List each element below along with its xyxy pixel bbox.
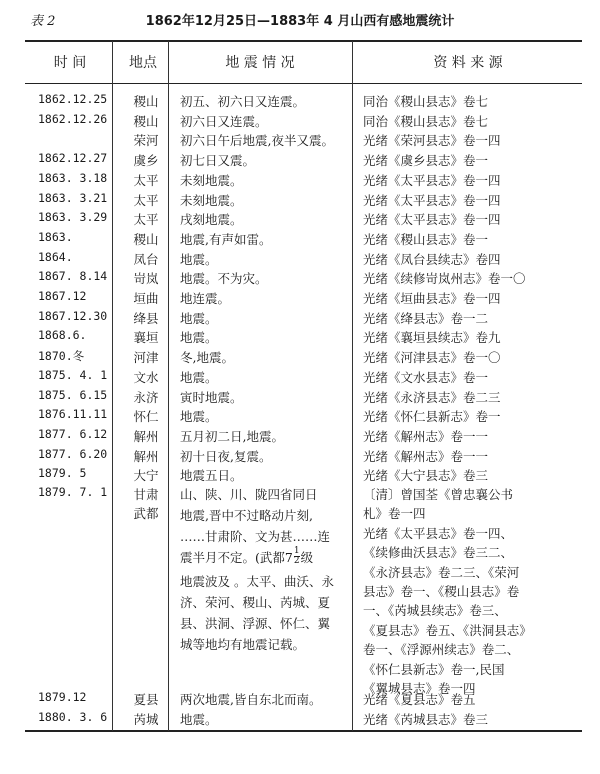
cell-situation: 初六日又连震。 bbox=[180, 113, 268, 129]
cell-time: 1862.12.26 bbox=[38, 111, 108, 126]
cell-time: 1863. 3.18 bbox=[38, 170, 108, 185]
cell-source: 光绪《襄垣县续志》卷九 bbox=[363, 330, 501, 346]
cell-place: 大宁 bbox=[133, 468, 159, 484]
cell-source: 光绪《大宁县志》卷三 bbox=[363, 468, 489, 484]
cell-source: 《怀仁县新志》卷一,民国 bbox=[363, 661, 505, 677]
table-row bbox=[0, 621, 600, 641]
table-row bbox=[0, 485, 600, 505]
table-row bbox=[0, 151, 600, 171]
cell-situation: 地震。 bbox=[180, 251, 218, 267]
cell-time: 1875. 4. 1 bbox=[38, 367, 108, 382]
table-row bbox=[0, 548, 600, 568]
table-row bbox=[0, 640, 600, 660]
table-row bbox=[0, 582, 600, 602]
table-label: 表 2 bbox=[30, 14, 56, 29]
cell-source: 光绪《太平县志》卷一四 bbox=[363, 172, 501, 188]
cell-place: 绛县 bbox=[133, 310, 159, 326]
cell-source: 《翼城县志》卷一四 bbox=[363, 681, 476, 696]
table-row bbox=[0, 328, 600, 348]
cell-source: 光绪《芮城县志》卷三 bbox=[363, 712, 489, 727]
top-rule bbox=[25, 40, 582, 42]
table-row bbox=[0, 269, 600, 289]
cell-situation: 地震,有声如雷。 bbox=[180, 231, 272, 247]
cell-situation: 地震。不为灾。 bbox=[180, 271, 268, 287]
cell-source: 光绪《太平县志》卷一四、 bbox=[363, 525, 514, 541]
cell-time: 1879. 7. 1 bbox=[38, 485, 108, 499]
cell-situation-fraction: 震半月不定。(武都7 $\frac{1}{2}$级 bbox=[180, 546, 314, 566]
table-row bbox=[0, 690, 600, 710]
cell-time: 1876.11.11 bbox=[38, 407, 108, 422]
cell-place: 凤台 bbox=[133, 251, 159, 267]
cell-place: 解州 bbox=[133, 448, 159, 464]
table-row bbox=[0, 210, 600, 230]
cell-place: 太平 bbox=[133, 192, 159, 208]
cell-source: 《夏县志》卷五、《洪洞县志》 bbox=[363, 622, 532, 638]
table-row bbox=[0, 660, 600, 680]
cell-place: 垣曲 bbox=[133, 291, 159, 306]
table-row bbox=[0, 504, 600, 524]
cell-source: 卷一、《浮源州续志》卷二、 bbox=[363, 642, 520, 658]
cell-time: 1862.12.27 bbox=[38, 151, 108, 166]
cell-situation: 未刻地震。 bbox=[180, 172, 243, 188]
cell-time: 1862.12.25 bbox=[38, 92, 108, 106]
cell-time: 1864. bbox=[38, 249, 73, 264]
header-time: 时 间 bbox=[53, 55, 87, 71]
cell-place: 解州 bbox=[133, 428, 159, 444]
cell-source: 一、《芮城县续志》卷三、 bbox=[363, 603, 507, 619]
cell-source: 同治《稷山县志》卷七 bbox=[363, 94, 489, 109]
cell-place: 稷山 bbox=[133, 231, 159, 247]
cell-time: 1863. bbox=[38, 229, 73, 244]
cell-place: 襄垣 bbox=[133, 330, 159, 346]
cell-place: 怀仁 bbox=[133, 409, 159, 425]
header-source: 资 料 来 源 bbox=[433, 55, 503, 71]
cell-situation: 两次地震,皆自东北而南。 bbox=[180, 692, 322, 707]
table-row bbox=[0, 466, 600, 486]
cell-source: 札》卷一四 bbox=[363, 506, 426, 522]
table-row bbox=[0, 92, 600, 112]
cell-source: 光绪《怀仁县新志》卷一 bbox=[363, 409, 501, 425]
cell-situation: 地震五日。 bbox=[180, 468, 243, 484]
cell-source: 光绪《垣曲县志》卷一四 bbox=[363, 291, 501, 306]
cell-situation: 初十日夜,复震。 bbox=[180, 448, 272, 464]
cell-source: 光绪《虞乡县志》卷一 bbox=[363, 153, 489, 169]
cell-time: 1877. 6.20 bbox=[38, 446, 108, 461]
cell-place: 稷山 bbox=[133, 94, 159, 109]
table-row bbox=[0, 601, 600, 621]
table-row bbox=[0, 289, 600, 309]
cell-situation: 五月初二日,地震。 bbox=[180, 428, 284, 444]
cell-time: 1870.冬 bbox=[38, 349, 85, 364]
cell-situation: 未刻地震。 bbox=[180, 192, 243, 208]
cell-source: 光绪《文水县志》卷一 bbox=[363, 369, 489, 385]
cell-situation: 寅时地震。 bbox=[180, 389, 243, 405]
cell-source: 光绪《续修岢岚州志》卷一〇 bbox=[363, 271, 526, 287]
cell-situation: 地连震。 bbox=[180, 291, 231, 306]
fraction: $\frac{1}{2}$ bbox=[293, 546, 300, 566]
cell-source: 光绪《稷山县志》卷一 bbox=[363, 231, 489, 247]
cell-time: 1867. 8.14 bbox=[38, 269, 108, 284]
cell-place: 荣河 bbox=[133, 133, 159, 149]
cell-source: 光绪《夏县志》卷五 bbox=[363, 692, 476, 707]
cell-place: 夏县 bbox=[133, 692, 159, 707]
cell-situation: 地震。 bbox=[180, 409, 218, 425]
cell-place: 太平 bbox=[133, 172, 159, 188]
cell-situation: 地震波及 。太平、曲沃、永 bbox=[180, 574, 334, 589]
cell-place: 稷山 bbox=[133, 113, 159, 129]
table-row bbox=[0, 710, 600, 730]
cell-situation: 地震。 bbox=[180, 712, 218, 727]
cell-place: 武都 bbox=[133, 506, 159, 521]
table-row bbox=[0, 524, 600, 544]
cell-situation: 冬,地震。 bbox=[180, 350, 234, 366]
table-row bbox=[0, 131, 600, 151]
table-title: 1862年12月25日—1883年 4 月山西有感地震统计 bbox=[145, 14, 455, 29]
table-row bbox=[0, 348, 600, 368]
cell-source: 《永济县志》卷二三、《荣河 bbox=[363, 564, 520, 580]
cell-time: 1880. 3. 6 bbox=[38, 710, 108, 724]
cell-time: 1879.12 bbox=[38, 690, 87, 704]
cell-situation: 山、陕、川、陇四省同日 bbox=[180, 487, 318, 502]
cell-time: 1863. 3.21 bbox=[38, 190, 108, 205]
table-row bbox=[0, 230, 600, 250]
cell-source: 光绪《永济县志》卷二三 bbox=[363, 389, 501, 405]
cell-source: 〔清〕曾国荃《曾忠襄公书 bbox=[363, 487, 514, 502]
cell-time: 1867.12.30 bbox=[38, 308, 108, 323]
cell-source: 光绪《河津县志》卷一〇 bbox=[363, 350, 501, 366]
cell-source: 光绪《绛县志》卷一二 bbox=[363, 310, 489, 326]
cell-time: 1877. 6.12 bbox=[38, 426, 108, 441]
cell-situation: 戌刻地震。 bbox=[180, 212, 243, 228]
cell-situation: 县、洪洞、浮源、怀仁、翼 bbox=[180, 616, 331, 631]
cell-source: 县志》卷一、《稷山县志》卷 bbox=[363, 584, 520, 599]
cell-place: 太平 bbox=[133, 212, 159, 228]
cell-situation: 初七日又震。 bbox=[180, 153, 256, 169]
table-row bbox=[0, 112, 600, 132]
cell-place: 芮城 bbox=[133, 712, 159, 727]
cell-place: 岢岚 bbox=[133, 271, 159, 287]
table-row bbox=[0, 388, 600, 408]
table-row bbox=[0, 427, 600, 447]
cell-situation: 地震。 bbox=[180, 310, 218, 326]
cell-source: 光绪《太平县志》卷一四 bbox=[363, 212, 501, 228]
cell-time: 1867.12 bbox=[38, 289, 87, 303]
table-row bbox=[0, 191, 600, 211]
cell-situation: ……甘肃阶、文为甚……连 bbox=[180, 529, 331, 544]
cell-source: 光绪《荣河县志》卷一四 bbox=[363, 133, 501, 149]
bottom-rule bbox=[25, 730, 582, 732]
cell-place: 文水 bbox=[133, 369, 159, 385]
cell-situation: 济、荣河、稷山、芮城、夏 bbox=[180, 595, 331, 610]
cell-time: 1863. 3.29 bbox=[38, 210, 108, 225]
table-row bbox=[0, 171, 600, 191]
cell-source: 光绪《太平县志》卷一四 bbox=[363, 192, 501, 208]
cell-source: 光绪《解州志》卷一一 bbox=[363, 428, 489, 444]
cell-source: 光绪《凤台县续志》卷四 bbox=[363, 251, 501, 267]
cell-situation: 城等地均有地震记载。 bbox=[180, 637, 306, 652]
table-row bbox=[0, 368, 600, 388]
cell-source: 光绪《解州志》卷一一 bbox=[363, 448, 489, 464]
cell-place: 河津 bbox=[133, 350, 159, 366]
cell-source: 《续修曲沃县志》卷三二、 bbox=[363, 545, 514, 561]
cell-situation: 初六日午后地震,夜半又震。 bbox=[180, 133, 334, 149]
cell-time: 1879. 5 bbox=[38, 466, 87, 481]
cell-time: 1875. 6.15 bbox=[38, 387, 108, 402]
cell-situation: 地震。 bbox=[180, 369, 218, 385]
table-row bbox=[0, 250, 600, 270]
table-row bbox=[0, 447, 600, 467]
header-rule bbox=[25, 83, 582, 84]
header-situation: 地 震 情 况 bbox=[225, 55, 295, 71]
cell-place: 永济 bbox=[133, 389, 159, 405]
table-caption bbox=[0, 10, 600, 32]
cell-time: 1868.6. bbox=[38, 328, 87, 343]
cell-situation: 初五、初六日又连震。 bbox=[180, 94, 306, 109]
table-row bbox=[0, 309, 600, 329]
cell-source: 同治《稷山县志》卷七 bbox=[363, 113, 489, 129]
header-place: 地点 bbox=[129, 55, 157, 71]
table-row bbox=[0, 407, 600, 427]
cell-situation: 地震。 bbox=[180, 330, 218, 346]
cell-situation: 地震,晋中不过略动片刻, bbox=[180, 508, 313, 523]
cell-place: 虞乡 bbox=[133, 153, 159, 169]
cell-place: 甘肃 bbox=[133, 487, 159, 502]
